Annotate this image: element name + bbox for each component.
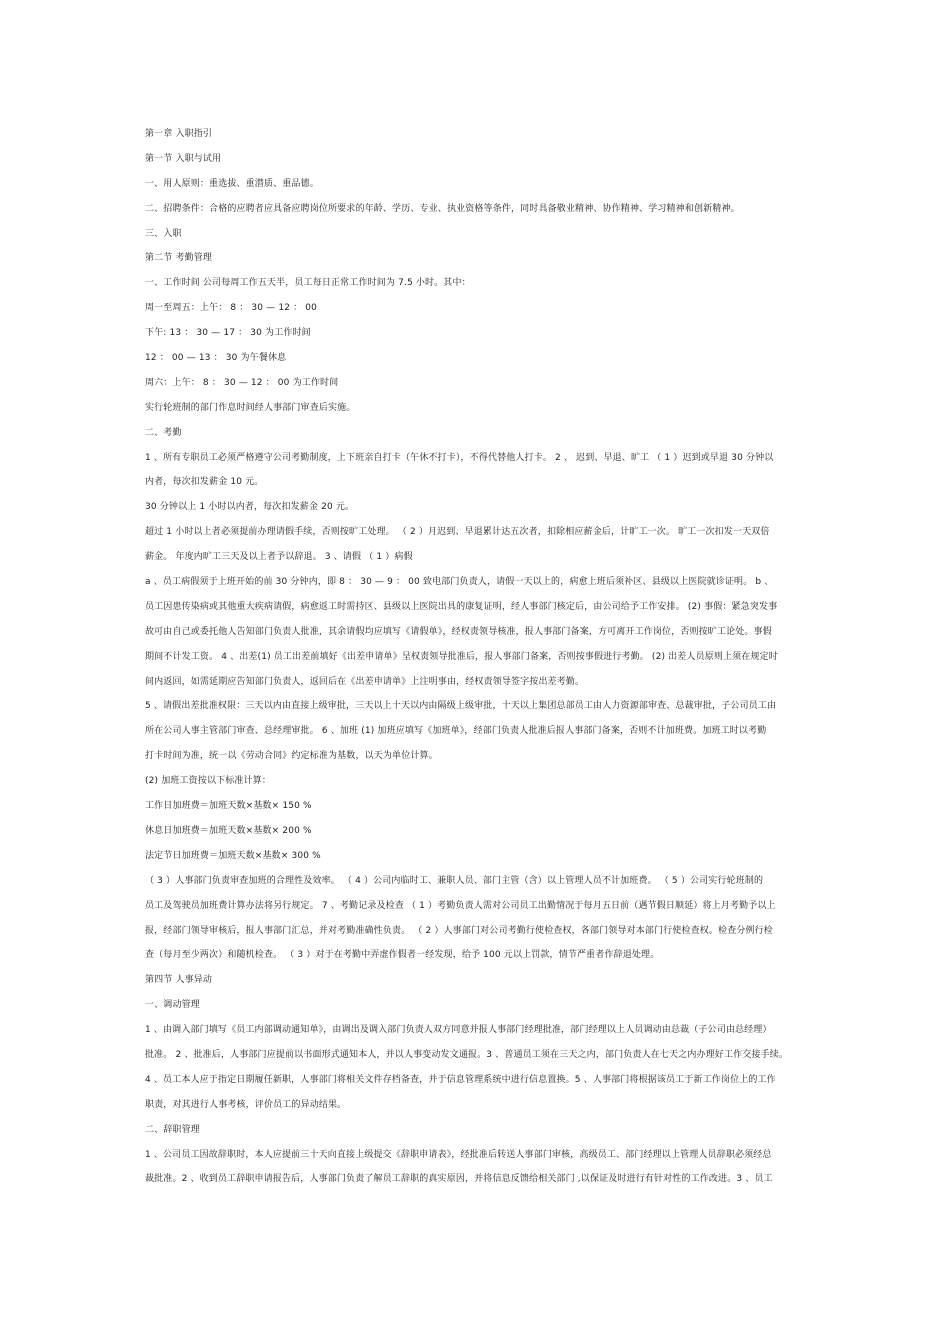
text-line: 员工因患传染病或其他重大疾病请假，病愈返工时需持区、县级以上医院出具的康复证明，经人事部门核定后，由公司给予工作安排。 (2) 事假：紧急突发事: [145, 601, 778, 612]
text-line: 12 ： 00 — 13 ： 30 为午餐休息: [145, 353, 287, 364]
text-line: 间内返回，如需延期应告知部门负责人，返回后在《出差申请单》上注明事由，经权责领导签字按出差考勤。: [145, 676, 585, 687]
text-line: 员工及驾驶员加班费计算办法将另行规定。 7 、考勤记录及检查 （ 1 ）考勤负责人需对公司员工出勤情况于每月五日前（遇节假日顺延）将上月考勤予以上: [145, 900, 776, 911]
text-line: 二、辞职管理: [145, 1124, 200, 1135]
text-line: 薪金。 年度内旷工三天及以上者予以辞退。 3 、请假 （ 1 ）病假: [145, 552, 413, 563]
text-line: 1 、公司员工因故辞职时，本人应提前三十天向直接上级提交《辞职申请表》，经批准后转送人事部门审核，高级员工、部门经理以上管理人员辞职必须经总: [145, 1149, 772, 1160]
text-line: 二、考勤: [145, 427, 182, 438]
text-line: 裁批准。2 、收到员工辞职申请报告后，人事部门负责了解员工辞职的真实原因，并将信息反馈给相关部门 ,以保证及时进行有针对性的工作改进。3 、员工: [145, 1174, 773, 1185]
text-line: 所在公司人事主管部门审查、总经理审批。 6 、加班 (1) 加班应填写《加班单》，经部门负责人批准后报人事部门备案，否则不计加班费。加班工时以考勤: [145, 726, 767, 737]
text-line: 第二节 考勤管理: [145, 253, 213, 264]
text-line: 周六：上午： 8 ： 30 — 12 ： 00 为工作时间: [145, 377, 339, 388]
document-body: [145, 128, 810, 1198]
text-line: 批准。 2 、批准后，人事部门应提前以书面形式通知本人，并以人事变动发文通报。3 、普通员工须在三天之内，部门负责人在七天之内办理好工作交接手续。: [145, 1049, 788, 1060]
text-line: 下午: 13 ： 30 — 17 ： 30 为工作时间: [145, 328, 311, 339]
text-line: 职责，对其进行人事考核，评价员工的异动结果。: [145, 1099, 347, 1110]
text-line: 超过 1 小时以上者必须提前办理请假手续，否则按旷工处理。 （ 2 ）月迟到、早退累计达五次者，扣除相应薪金后，计旷工一次。 旷工一次扣发一天双倍: [145, 527, 770, 538]
text-line: 一、用人原则：重选拔、重潜质、重品德。: [145, 178, 319, 189]
text-line: (2) 加班工资按以下标准计算：: [145, 776, 272, 787]
text-line: 1 、由调入部门填写《员工内部调动通知单》，由调出及调入部门负责人双方同意并报人事部门经理批准，部门经理以上人员调动由总裁（子公司由总经理）: [145, 1025, 772, 1036]
text-line: 第一节 入职与试用: [145, 153, 222, 164]
text-line: 30 分钟以上 1 小时以内者，每次扣发薪金 20 元。: [145, 502, 355, 513]
text-line: 4 、员工本人应于指定日期履任新职，人事部门将相关文件存档备查，并于信息管理系统中进行信息置换。5 、人事部门将根据该员工于新工作岗位上的工作: [145, 1074, 776, 1085]
text-line: 二、招聘条件：合格的应聘者应具备应聘岗位所要求的年龄、学历、专业、执业资格等条件，同时具备敬业精神、协作精神、学习精神和创新精神。: [145, 203, 740, 214]
text-line: 故可由自己或委托他人告知部门负责人批准，其余请假均应填写《请假单》，经权责领导核准，报人事部门备案，方可离开工作岗位，否则按旷工论处。事假: [145, 626, 772, 637]
text-line: 实行轮班制的部门作息时间经人事部门审查后实施。: [145, 402, 356, 413]
text-line: 1 、所有专职员工必须严格遵守公司考勤制度，上下班亲自打卡（午休不打卡），不得代替他人打卡。 2 、 迟到、早退、旷工 （ 1 ）迟到或早退 30 分钟以: [145, 452, 774, 463]
text-line: 内者，每次扣发薪金 10 元。: [145, 477, 264, 488]
text-line: 法定节日加班费＝加班天数×基数× 300 %: [145, 850, 321, 861]
text-line: 休息日加班费＝加班天数×基数× 200 %: [145, 825, 312, 836]
text-line: 周一至周五：上午： 8 ： 30 — 12 ： 00: [145, 303, 318, 314]
text-line: 一、工作时间 公司每周工作五天半，员工每日正常工作时间为 7.5 小时。其中：: [145, 278, 471, 289]
text-line: 打卡时间为准，统一以《劳动合同》约定标准为基数，以天为单位计算。: [145, 751, 438, 762]
text-line: a 、员工病假须于上班开始的前 30 分钟内，即 8 ： 30 — 9 ： 00 致电部门负责人，请假一天以上的，病愈上班后须补区、县级以上医院就诊证明。 b 、: [145, 577, 774, 588]
text-line: 期间不计发工资。 4 、出差(1) 员工出差前填好《出差申请单》呈权责领导批准后，报人事部门备案，否则按事假进行考勤。 (2) 出差人员原则上须在规定时: [145, 651, 778, 662]
text-line: 工作日加班费＝加班天数×基数× 150 %: [145, 801, 312, 812]
text-line: 5 、请假出差批准权限：三天以内由直接上级审批，三天以上十天以内由隔级上级审批，十天以上集团总部员工由人力资源部审查、总裁审批，子公司员工由: [145, 701, 777, 712]
text-line: 一、调动管理: [145, 1000, 200, 1011]
text-line: 查（每月至少两次）和随机检查。 （ 3 ）对于在考勤中弄虚作假者一经发现，给予 100 元以上罚款，情节严重者作辞退处理。: [145, 950, 660, 961]
text-line: 第四节 人事异动: [145, 975, 213, 986]
text-line: 报，经部门领导审核后，报人事部门汇总，并对考勤准确性负责。 （ 2 ）人事部门对公司考勤行使检查权，各部门领导对本部门行使检查权。检查分例行检: [145, 925, 773, 936]
text-line: （ 3 ）人事部门负责审查加班的合理性及效率。 （ 4 ）公司内临时工、兼职人员、部门主管（含）以上管理人员不计加班费。 （ 5 ）公司实行轮班制的: [145, 875, 764, 886]
text-line: 三、入职: [145, 228, 182, 239]
text-line: 第一章 入职指引: [145, 129, 213, 139]
